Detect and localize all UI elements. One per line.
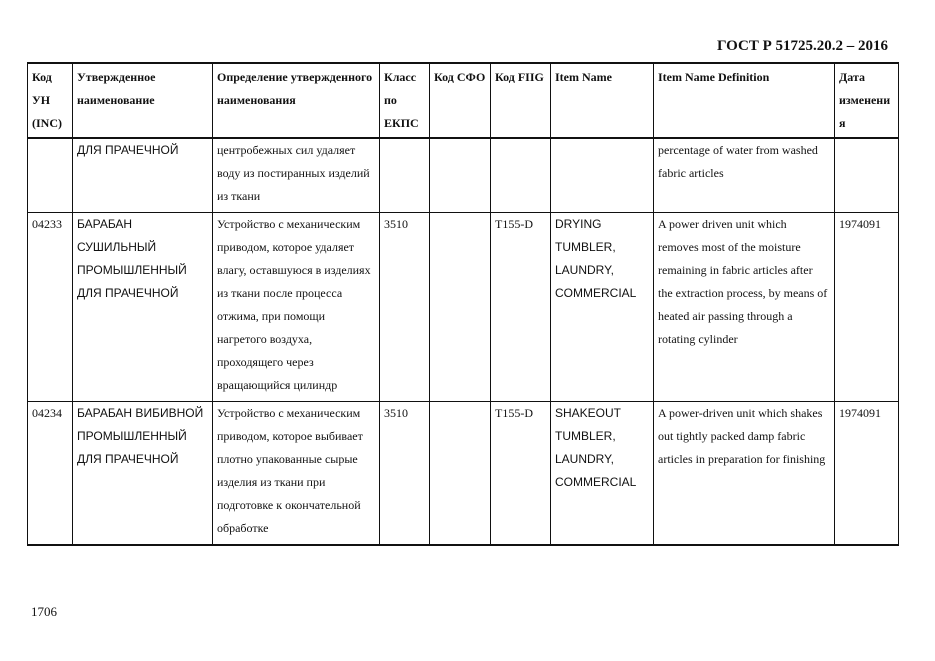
- cell-item-definition: A power driven unit which removes most of the moisture remaining in fabric articles after the extraction process, by means of heated air passing through a rotating cylinder: [654, 213, 835, 402]
- cell-code: 04234: [28, 402, 73, 546]
- cell-date: 1974091: [835, 213, 899, 402]
- cell-class: 3510: [380, 213, 430, 402]
- cell-fiig: T155-D: [491, 213, 551, 402]
- cell-date: [835, 138, 899, 213]
- cell-class: [380, 138, 430, 213]
- cell-item-definition: A power-driven unit which shakes out tightly packed damp fabric articles in preparation for finishing: [654, 402, 835, 546]
- table-row: [28, 138, 899, 213]
- cell-item-name: [551, 138, 654, 213]
- col-header-item-name: Item Name: [551, 63, 654, 138]
- cell-fiig: [491, 138, 551, 213]
- document-header: ГОСТ Р 51725.20.2 – 2016: [716, 38, 888, 54]
- table-row: [28, 213, 899, 402]
- cell-item-name: DRYING TUMBLER, LAUNDRY, COMMERCIAL: [551, 213, 654, 402]
- table-row: [28, 402, 899, 546]
- cell-name: БАРАБАН СУШИЛЬНЫЙ ПРОМЫШЛЕННЫЙ ДЛЯ ПРАЧЕЧНОЙ: [73, 213, 213, 402]
- cell-item-definition: percentage of water from washed fabric articles: [654, 138, 835, 213]
- items-table: [27, 62, 899, 546]
- page-number: 1706: [31, 604, 57, 619]
- cell-class: 3510: [380, 402, 430, 546]
- cell-date: 1974091: [835, 402, 899, 546]
- cell-fiig: T155-D: [491, 402, 551, 546]
- col-header-date: Дата изменения: [835, 63, 899, 138]
- cell-definition: центробежных сил удаляет воду из постиранных изделий из ткани: [213, 138, 380, 213]
- cell-sfo: [430, 402, 491, 546]
- cell-code: 04233: [28, 213, 73, 402]
- cell-code: [28, 138, 73, 213]
- col-header-sfo: Код СФО: [430, 63, 491, 138]
- cell-definition: Устройство с механическим приводом, которое выбивает плотно упакованные сырые изделия из ткани при подготовке к окончательной обработке: [213, 402, 380, 546]
- cell-name: БАРАБАН ВИБИВНОЙ ПРОМЫШЛЕННЫЙ ДЛЯ ПРАЧЕЧНОЙ: [73, 402, 213, 546]
- table-header-row: [28, 63, 899, 138]
- col-header-name: Утвержденное наименование: [73, 63, 213, 138]
- cell-item-name: SHAKEOUT TUMBLER, LAUNDRY, COMMERCIAL: [551, 402, 654, 546]
- col-header-item-definition: Item Name Definition: [654, 63, 835, 138]
- col-header-fiig: Код FIIG: [491, 63, 551, 138]
- cell-definition: Устройство с механическим приводом, которое удаляет влагу, оставшуюся в изделиях из ткани после процесса отжима, при помощи нагретого воздуха, проходящего через вращающийся цилиндр: [213, 213, 380, 402]
- cell-sfo: [430, 213, 491, 402]
- cell-sfo: [430, 138, 491, 213]
- cell-name: ДЛЯ ПРАЧЕЧНОЙ: [73, 138, 213, 213]
- col-header-class: Класс по ЕКПС: [380, 63, 430, 138]
- col-header-code: Код УН (INC): [28, 63, 73, 138]
- col-header-definition: Определение утвержденного наименования: [213, 63, 380, 138]
